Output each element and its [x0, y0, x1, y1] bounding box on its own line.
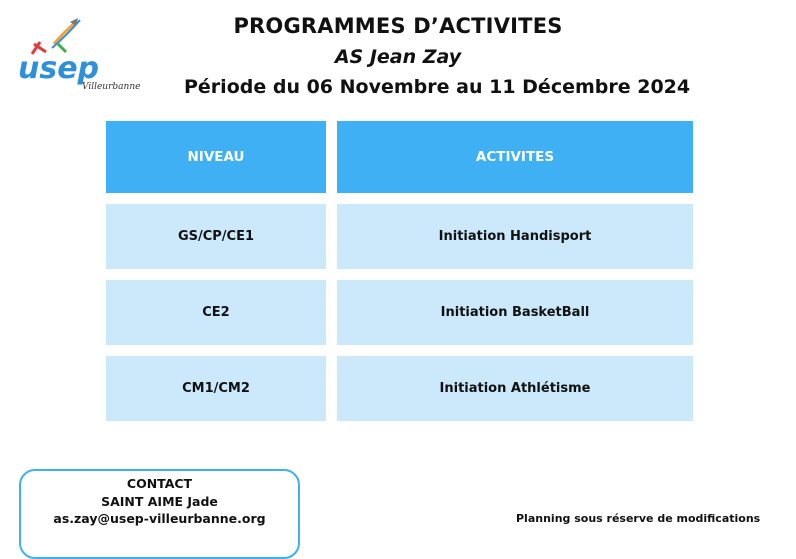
- row-niveau: CE2: [106, 280, 326, 345]
- row-niveau: CM1/CM2: [106, 356, 326, 421]
- page-title: PROGRAMMES D’ACTIVITES: [233, 14, 563, 38]
- contact-name: SAINT AIME Jade: [101, 493, 218, 509]
- page-subtitle: AS Jean Zay: [334, 46, 462, 68]
- logo-text: usep: [18, 51, 100, 86]
- row-activite: Initiation BasketBall: [337, 280, 693, 345]
- row-niveau: GS/CP/CE1: [106, 204, 326, 269]
- contact-box: [19, 469, 300, 559]
- row-activite: Initiation Handisport: [337, 204, 693, 269]
- logo-subtext: Villeurbanne: [82, 82, 141, 92]
- contact-email: as.zay@usep-villeurbanne.org: [53, 511, 266, 526]
- header-niveau: NIVEAU: [106, 121, 326, 193]
- row-activite: Initiation Athlétisme: [337, 356, 693, 421]
- period-text: Période du 06 Novembre au 11 Décembre 2024: [184, 76, 691, 98]
- contact-heading: CONTACT: [126, 476, 193, 491]
- header-activites: ACTIVITES: [337, 121, 693, 193]
- footer-note: Planning sous réserve de modifications: [516, 512, 761, 525]
